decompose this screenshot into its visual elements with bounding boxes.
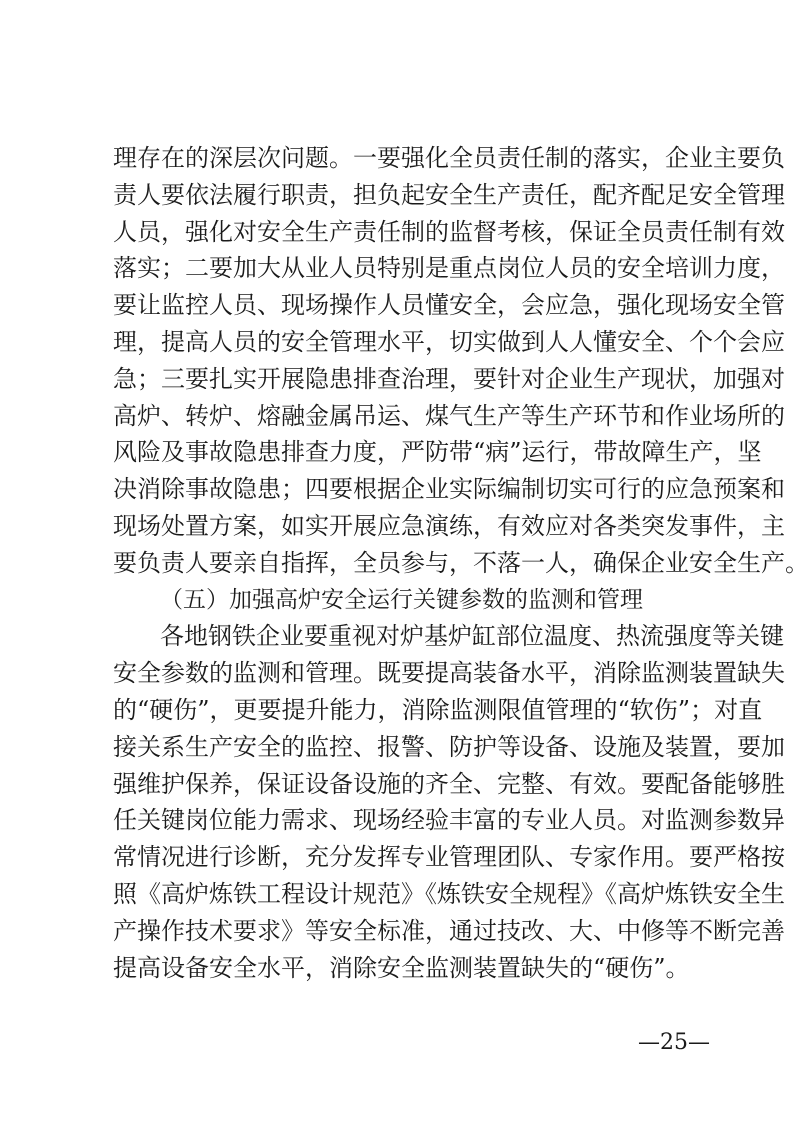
body-line-2: 责人要依法履行职责，担负起安全生产责任，配齐配足安全管理: [113, 181, 785, 209]
body-line-5: 要让监控人员、现场操作人员懂安全，会应急，强化现场安全管: [113, 291, 785, 319]
body-line-17: 接关系生产安全的监控、报警、防护等设备、设施及装置，要加: [113, 733, 785, 761]
body-line-14: 各地钢铁企业要重视对炉基炉缸部位温度、热流强度等关键: [160, 622, 784, 650]
body-line-18: 强维护保养，保证设备设施的齐全、完整、有效。要配备能够胜: [113, 770, 785, 798]
body-line-20: 常情况进行诊断，充分发挥专业管理团队、专家作用。要严格按: [113, 843, 785, 871]
page-number: —25—: [638, 1030, 710, 1055]
body-line-9: 风险及事故隐患排查力度，严防带“病”运行，带故障生产，坚: [113, 438, 762, 466]
body-line-7: 急；三要扎实开展隐患排查治理，要针对企业生产现状，加强对: [113, 365, 785, 393]
body-line-8: 高炉、转炉、熔融金属吊运、煤气生产等生产环节和作业场所的: [113, 402, 785, 430]
body-line-10: 决消除事故隐患；四要根据企业实际编制切实可行的应急预案和: [113, 475, 785, 503]
body-line-19: 任关键岗位能力需求、现场经验丰富的专业人员。对监测参数异: [113, 806, 785, 834]
body-line-22: 产操作技术要求》等安全标准，通过技改、大、中修等不断完善: [113, 917, 785, 945]
body-line-23: 提高设备安全水平，消除安全监测装置缺失的“硬伤”。: [113, 954, 690, 982]
section-heading: （五）加强高炉安全运行关键参数的监测和管理: [160, 587, 643, 613]
body-line-6: 理，提高人员的安全管理水平，切实做到人人懂安全、个个会应: [113, 328, 785, 356]
body-line-15: 安全参数的监测和管理。既要提高装备水平，消除监测装置缺失: [113, 659, 785, 687]
body-line-11: 现场处置方案，如实开展应急演练，有效应对各类突发事件，主: [113, 512, 785, 540]
body-line-1: 理存在的深层次问题。一要强化全员责任制的落实，企业主要负: [113, 144, 785, 172]
body-line-4: 落实；二要加大从业人员特别是重点岗位人员的安全培训力度，: [113, 254, 785, 282]
body-line-16: 的“硬伤”，更要提升能力，消除监测限值管理的“软伤”；对直: [113, 696, 763, 724]
body-line-12: 要负责人要亲自指挥，全员参与，不落一人，确保企业安全生产。: [113, 549, 809, 577]
body-line-3: 人员，强化对安全生产责任制的监督考核，保证全员责任制有效: [113, 218, 785, 246]
body-line-21: 照《高炉炼铁工程设计规范》《炼铁安全规程》《高炉炼铁安全生: [113, 880, 785, 908]
